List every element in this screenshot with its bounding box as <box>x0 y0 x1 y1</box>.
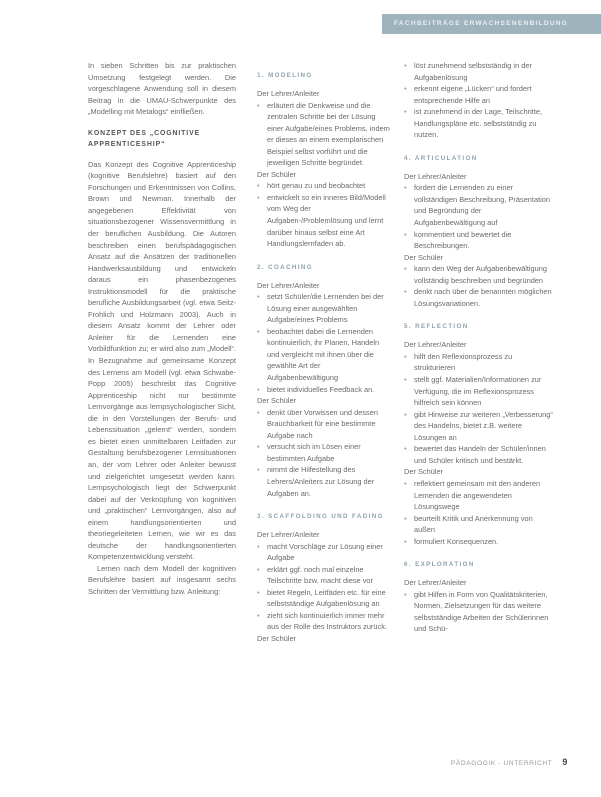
intro-paragraph: In sieben Schritten bis zur praktischen Umsetzung festgelegt werden. Die vorgeschlagene Anwendung soll in diesem Beitrag in die UMAU-Schwerpunkte des „Modelling mit Metalogs“ einfließen. <box>88 61 236 117</box>
list-item: • zieht sich kontinuierlich immer mehr aus der Rolle des Instruktors zurück. <box>257 610 390 633</box>
role-label: Der Schüler <box>404 252 444 262</box>
list-item: • entwickelt so ein inneres Bild/Modell vom Weg der Aufgaben-/Problemlösung und lernt darüber hinaus selbst eine Art Handlungslernfaden ab. <box>257 192 390 250</box>
step-heading: 5. REFLECTION <box>404 323 469 331</box>
step-heading: 6. EXPLORATION <box>404 561 475 569</box>
bullet-list <box>257 541 390 633</box>
list-item: • löst zunehmend selbstständig in der Aufgabenlösung <box>404 60 554 83</box>
list-item: • bewertet das Handeln der Schüler/innen und Schüler kritisch und bestärkt. <box>404 443 554 466</box>
list-item: • erklärt ggf. noch mal einzelne Teilschritte bzw. macht diese vor <box>257 564 390 587</box>
section-banner: FACHBEITRÄGE ERWACHSENENBILDUNG <box>382 14 601 34</box>
bullet-list <box>404 60 554 141</box>
role-label: Der Lehrer/Anleiter <box>404 340 467 350</box>
list-item: • fordert die Lernenden zu einer vollständigen Beschreibung, Präsentation und Begründung der Aufgabenbewältigung auf <box>404 182 554 228</box>
list-item: • denkt über Vorwissen und dessen Brauchbarkeit für eine bestimmte Aufgabe nach <box>257 407 390 442</box>
list-item: • hört genau zu und beobachtet <box>257 180 390 192</box>
list-item: • ist zunehmend in der Lage, Teilschritte, Handlungspläne etc. selbstständig zu nutzen. <box>404 106 554 141</box>
page-number: 9 <box>562 757 568 767</box>
role-label: Der Schüler <box>257 169 297 179</box>
list-item: • reflektiert gemeinsam mit den anderen Lernenden die angewendeten Lösungswege <box>404 478 554 513</box>
role-label: Der Schüler <box>257 633 297 643</box>
body-paragraph: Das Konzept des Cognitive Apprenticeship (kognitive Berufslehre) basiert auf den Forschungen und Erkenntnissen von Collins, Brown und Newman. Innerhalb der angegebenen Effektivität von situationsbezogener Wissensvermittlung in der beruflichen Ausbildung. Die Autoren beschreiben einen berufspädagogischen Ansatz auf die Ansätzen der traditionellen Handwerksausbildung und entwickeln daraus ein phasenbezogenes Instruktionsmodell für die praktische berufliche Ausbildungsarbeit (vgl. etwa Seitz-Frohlich und Holzmann 2003). Auch in diesem Ansatz kommt der Lehrer oder Anleiter für die Lernenden eine Vorbildfunktion zu; er wird also zum „Modell“. In Bezugnahme auf gemeinsame Konzept des Lernens am Modell (vgl. etwa Schwabe-Popp 2005) beschreibt das Cognitive Apprenticeship nicht nur bestimmte Lernvorgänge aus lernpsychologischer Sicht, die in den Vorstellungen der Berufs- und Lebenssituation „gelernt“ werden, sondern es bietet einen unmittelbaren Leitfaden zur Gestaltung berufsbezogener Lernsituationen an, der vom Lehrer oder Anleiter bewusst und zielgerichtet umgesetzt werden kann. Lernpsychologisch liegt der Schwerpunkt dabei auf der Verknüpfung von kognitiven und „praktischen“ Lernvorgängen, also auf einem handlungsorientierten und theoriegeleiteten Lernen, wie wir es das deutsche der handlungsorientierten Kompetenzentwicklung versteht. <box>88 159 236 562</box>
bullet-list <box>257 100 390 169</box>
bullet-list <box>257 180 390 249</box>
role-label: Der Lehrer/Anleiter <box>404 171 467 181</box>
list-item: • bietet Regeln, Leitfäden etc. für eine selbstständige Aufgabenlösung an <box>257 587 390 610</box>
bullet-list <box>404 478 554 547</box>
list-item: • beurteilt Kritik und Anerkennung von außen <box>404 513 554 536</box>
role-label: Der Lehrer/Anleiter <box>257 530 320 540</box>
column-middle <box>257 60 390 645</box>
bullet-list <box>404 351 554 466</box>
list-item: • denkt nach über die benannten möglichen Lösungsvariationen. <box>404 286 554 309</box>
list-item: • macht Vorschläge zur Lösung einer Aufgabe <box>257 541 390 564</box>
role-label: Der Lehrer/Anleiter <box>257 280 320 290</box>
list-item: • erkennt eigene „Lücken“ und fordert entsprechende Hilfe an <box>404 83 554 106</box>
section-heading: KONZEPT DES „COGNITIVE APPRENTICESHIP“ <box>88 129 201 149</box>
list-item: • hilft den Reflexionsprozess zu strukturieren <box>404 351 554 374</box>
bullet-list <box>257 291 390 395</box>
list-item: • bietet individuelles Feedback an. <box>257 384 390 396</box>
list-item: • gibt Hilfen in Form von Qualitätskriterien, Normen, Zielsetzungen für das weitere selbstständige Arbeiten der Schülerinnen und Schü- <box>404 589 554 635</box>
list-item: • beobachtet dabei die Lernenden kontinuierlich, ihr Planen, Handeln und vergleicht mit ihnen über die gewählte Art der Aufgabenbewältigung <box>257 326 390 384</box>
list-item: • versucht sich im Lösen einer bestimmten Aufgabe <box>257 441 390 464</box>
role-label: Der Lehrer/Anleiter <box>404 578 467 588</box>
bullet-list <box>404 182 554 251</box>
column-left <box>88 60 236 598</box>
bullet-list <box>404 263 554 309</box>
step-heading: 3. SCAFFOLDING UND FADING <box>257 513 384 521</box>
page-footer <box>451 757 568 767</box>
role-label: Der Schüler <box>257 396 297 406</box>
list-item: • formuliert Konsequenzen. <box>404 536 554 548</box>
body-paragraph: Lernen nach dem Modell der kognitiven Berufslehre basiert auf insgesamt sechs Schritten der Vermittlung bzw. Anleitung: <box>88 563 236 596</box>
list-item: • kommentiert und bewertet die Beschreibungen. <box>404 229 554 252</box>
step-heading: 4. ARTICULATION <box>404 154 478 162</box>
list-item: • stellt ggf. Materialien/Informationen zur Verfügung, die im Reflexionsprozess hilfreich sein können <box>404 374 554 409</box>
bullet-list <box>257 407 390 499</box>
bullet-list <box>404 589 554 635</box>
footer-label: PÄDAGOGIK - UNTERRICHT <box>450 760 553 767</box>
role-label: Der Schüler <box>404 467 444 477</box>
list-item: • gibt Hinweise zur weiteren „Verbesserung“ des Handelns, bietet z.B. weitere Lösungen an <box>404 409 554 444</box>
step-heading: 1. MODELING <box>257 72 313 79</box>
column-right <box>404 60 554 635</box>
role-label: Der Lehrer/Anleiter <box>257 89 320 98</box>
list-item: • kann den Weg der Aufgabenbewältigung vollständig beschreiben und begründen <box>404 263 554 286</box>
list-item: • erläutert die Denkweise und die zentralen Schritte bei der Lösung einer Aufgabe/eines Problems, indem er dieses an einem exemplarischen Beispiel selbst vorführt und die jeweiligen Schritte begründet. <box>257 100 390 169</box>
list-item: • setzt Schüler/die Lernenden bei der Lösung einer ausgewählten Aufgabe/eines Problems <box>257 291 390 326</box>
list-item: • nimmt die Hilfestellung des Lehrers/Anleiters zur Lösung der Aufgaben an. <box>257 464 390 499</box>
step-heading: 2. COACHING <box>257 263 313 271</box>
